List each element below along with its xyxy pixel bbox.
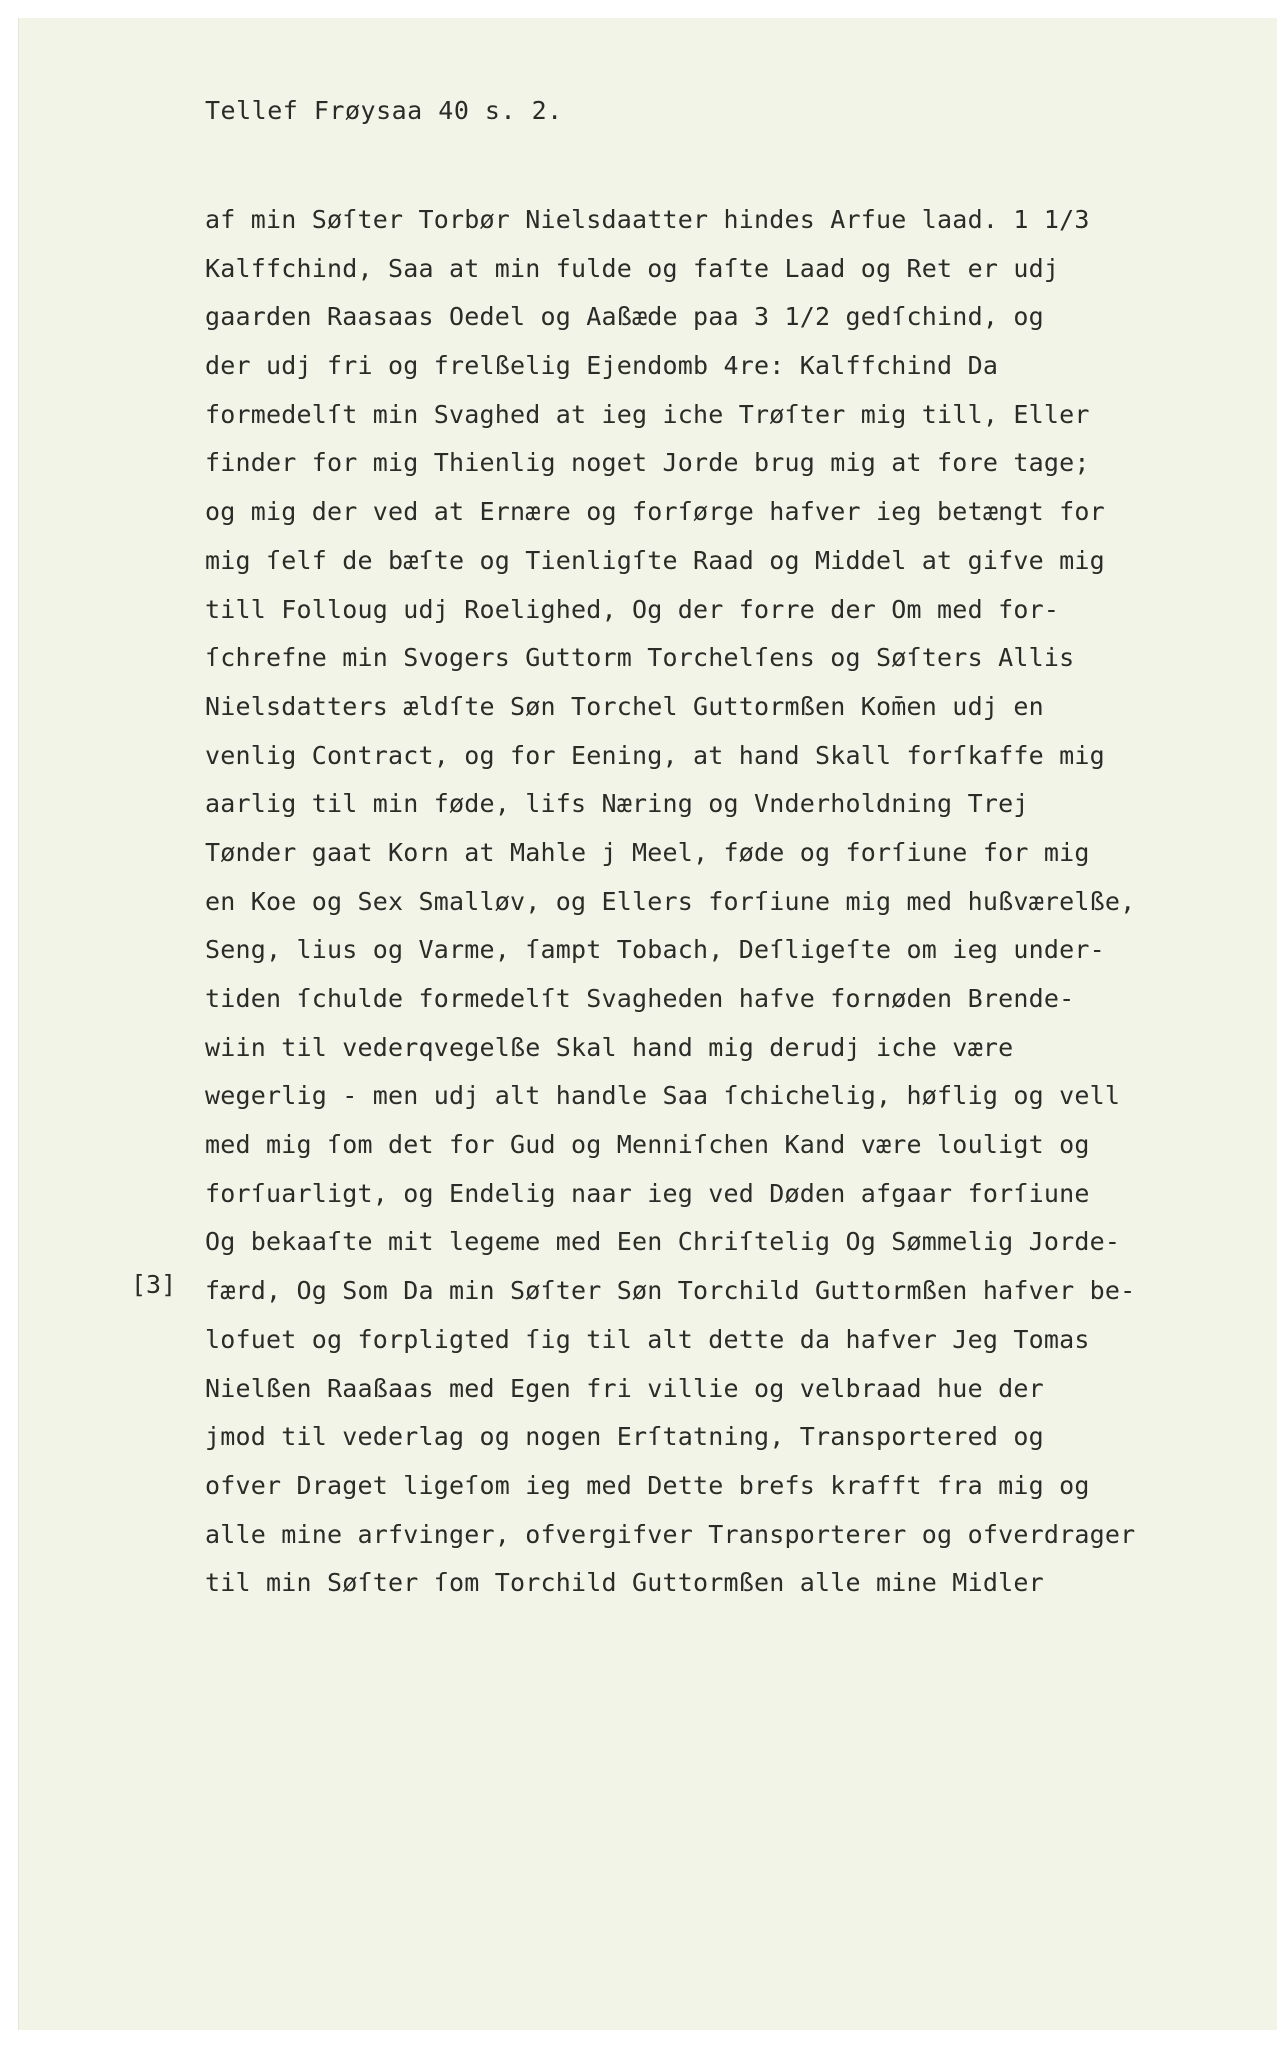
text-line: ofver Draget ligeſom ieg med Dette brefs krafft fra mig og <box>205 1470 1090 1500</box>
text-line: ſchrefne min Svogers Guttorm Torchelſens og Søſters Allis <box>205 643 1075 673</box>
text-line: Nielßen Raaßaas med Egen fri villie og velbraad hue der <box>205 1373 1044 1403</box>
text-line: gaarden Raasaas Oedel og Aaßæde paa 3 1/2 gedſchind, og <box>205 302 1044 332</box>
text-line: alle mine arfvinger, ofvergifver Transporterer og ofverdrager <box>205 1519 1136 1549</box>
document-page <box>18 18 1277 2030</box>
text-line: med mig ſom det for Gud og Menniſchen Kand være louligt og <box>205 1130 1090 1160</box>
text-line: lofuet og forpligted ſig til alt dette da hafver Jeg Tomas <box>205 1324 1090 1354</box>
text-line: mig ſelf de bæſte og Tienligſte Raad og Middel at gifve mig <box>205 545 1105 575</box>
text-line: wegerlig - men udj alt handle Saa ſchichelig, høflig og vell <box>205 1081 1121 1111</box>
text-line: forſuarligt, og Endelig naar ieg ved Døden afgaar forſiune <box>205 1178 1090 1208</box>
text-line: Seng, lius og Varme, ſampt Tobach, Deſligeſte om ieg under- <box>205 935 1105 965</box>
text-line: wiin til vederqvegelße Skal hand mig derudj iche være <box>205 1032 1014 1062</box>
text-line: venlig Contract, og for Eening, at hand Skall forſkaffe mig <box>205 740 1105 770</box>
text-line: færd, Og Som Da min Søſter Søn Torchild Guttormßen hafver be- <box>205 1276 1136 1306</box>
margin-note: [3] <box>131 1270 177 1299</box>
text-line: en Koe og Sex Smalløv, og Ellers forſiune mig med hußværelße, <box>205 886 1136 916</box>
text-line: aarlig til min føde, lifs Næring og Vnderholdning Trej <box>205 789 1029 819</box>
page-header: Tellef Frøysaa 40 s. 2. <box>205 96 563 125</box>
text-line: tiden ſchulde formedelſt Svagheden hafve fornøden Brende- <box>205 984 1075 1013</box>
text-line: jmod til vederlag og nogen Erſtatning, Transportered og <box>205 1422 1044 1452</box>
transcription-body <box>205 196 1136 1608</box>
text-line: der udj fri og frelßelig Ejendomb 4re: Kalffchind Da <box>205 351 999 381</box>
text-line: till Folloug udj Roelighed, Og der forre der Om med for- <box>205 594 1060 624</box>
text-line: til min Søſter ſom Torchild Guttormßen alle mine Midler <box>205 1568 1044 1598</box>
text-line: Nielsdatters ældſte Søn Torchel Guttormßen Kom̄en udj en <box>205 691 1044 721</box>
text-line: af min Søſter Torbør Nielsdaatter hindes Arfue laad. 1 1/3 <box>205 205 1090 234</box>
text-line: Tønder gaat Korn at Mahle j Meel, føde og forſiune for mig <box>205 837 1090 867</box>
text-line: finder for mig Thienlig noget Jorde brug mig at fore tage; <box>205 448 1090 478</box>
text-line: Og bekaaſte mit legeme med Een Chriſtelig Og Sømmelig Jorde- <box>205 1227 1121 1257</box>
text-line: og mig der ved at Ernære og forſørge hafver ieg betængt for <box>205 497 1105 527</box>
text-line: formedelſt min Svaghed at ieg iche Trøſter mig till, Eller <box>205 399 1090 429</box>
text-line: Kalffchind, Saa at min fulde og faſte Laad og Ret er udj <box>205 253 1060 283</box>
